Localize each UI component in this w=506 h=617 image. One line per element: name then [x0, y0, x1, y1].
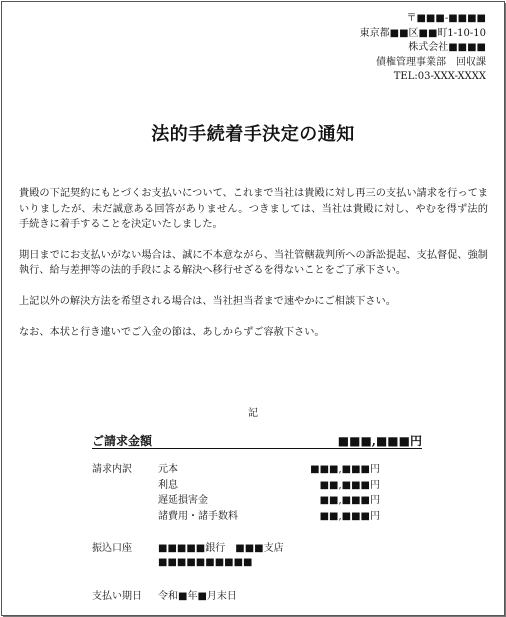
- sender-postal-code: 〒■■■-■■■■: [406, 13, 486, 24]
- breakdown-row: [158, 478, 380, 494]
- body-paragraph-4: なお、本状と行き違いでご入金の節は、あしからずご容赦下さい。: [19, 326, 325, 338]
- ki-marker: 記: [248, 408, 258, 419]
- bank-account-number: ■■■■■■■■■■: [158, 557, 253, 568]
- breakdown-row: [158, 493, 380, 509]
- sender-block: [360, 12, 486, 85]
- document-title: 法的手続着手決定の通知: [151, 124, 355, 145]
- breakdown-row: [158, 509, 380, 525]
- sender-company: 株式会社■■■■: [408, 42, 486, 53]
- sender-department: 債権管理事業部 回収課: [376, 56, 486, 68]
- breakdown-row: [158, 462, 380, 478]
- body-paragraph-1: 貴殿の下記契約にもとづくお支払いについて、これまで当社は貴殿に対し再三の支払い請求を行ってまいりましたが、未だ誠意ある回答がありません。つきましては、当社は貴殿に対し、やむを得ず法的手続きに着手することを決定いたしました。: [19, 188, 488, 231]
- billing-label: ご請求金額: [92, 434, 153, 448]
- breakdown-item-name: 利息: [158, 479, 178, 491]
- breakdown-item-value: ■■■,■■■円: [310, 464, 380, 475]
- breakdown-item-value: ■■,■■■円: [319, 495, 380, 507]
- breakdown-heading: 請求内訳: [92, 464, 132, 475]
- bank-name-branch: ■■■■■銀行 ■■■支店: [158, 543, 284, 554]
- sender-tel: TEL:03-XXX-XXXX: [393, 71, 486, 82]
- body-paragraph-3: 上記以外の解決方法を希望される場合は、当社担当者まで速やかにご相談下さい。: [19, 295, 396, 307]
- breakdown-item-name: 諸費用・諸手数料: [158, 510, 238, 522]
- document-page: [1, 1, 505, 616]
- bank-heading: 振込口座: [92, 543, 132, 554]
- due-date-heading: 支払い期日: [92, 591, 142, 602]
- breakdown-item-value: ■■,■■■円: [319, 510, 380, 522]
- breakdown-item-name: 元本: [158, 464, 178, 475]
- billing-amount-line: [92, 432, 422, 449]
- sender-address: 東京都■■区■■町1-10-10: [359, 27, 486, 39]
- body-paragraph-2: 期日までにお支払いがない場合は、誠に不本意ながら、当社管轄裁判所への訴訟提起、支払督促、強制執行、給与差押等の法的手段による解決へ移行せざるを得ないことをご了承下さい。: [19, 249, 488, 277]
- body-text: [19, 186, 488, 355]
- due-date-value: 令和■年■月末日: [158, 591, 237, 602]
- billing-amount: ■■■,■■■円: [337, 434, 422, 448]
- breakdown-item-name: 遅延損害金: [158, 495, 208, 507]
- breakdown-item-value: ■■,■■■円: [319, 479, 380, 491]
